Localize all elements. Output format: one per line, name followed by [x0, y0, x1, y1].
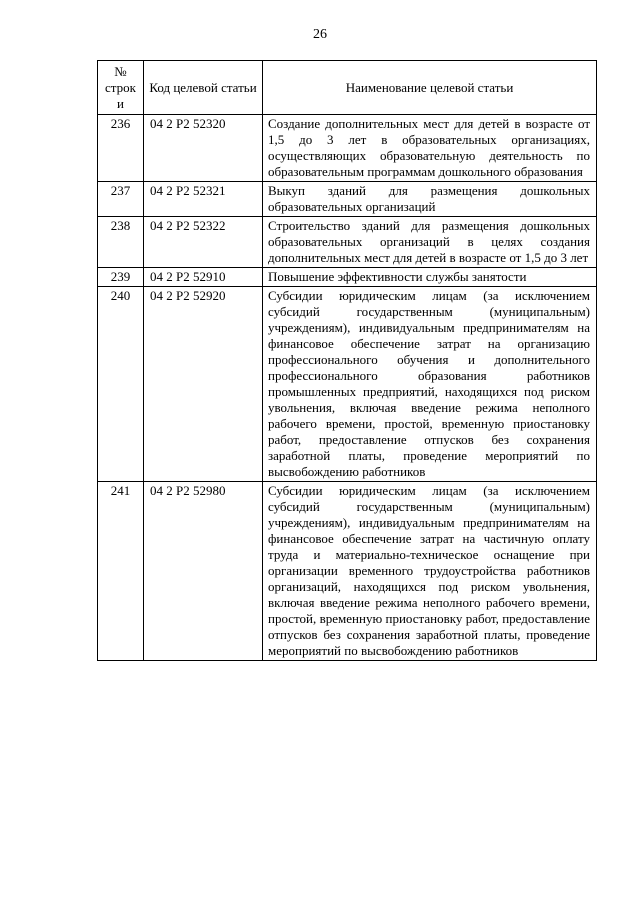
- row-number: 241: [98, 482, 144, 661]
- row-number: 236: [98, 115, 144, 182]
- header-code: Код целевой статьи: [144, 61, 263, 115]
- row-code: 04 2 Р2 52321: [144, 182, 263, 217]
- row-name: Строительство зданий для размещения дошкольных образовательных организаций в целях создания дополнительных мест для детей в возрасте от 1,5 до 3 лет: [263, 217, 597, 268]
- row-code: 04 2 Р2 52322: [144, 217, 263, 268]
- row-number: 240: [98, 287, 144, 482]
- row-name: Создание дополнительных мест для детей в возрасте от 1,5 до 3 лет в образовательных организациях, осуществляющих образовательную деятельность по образовательным программам дошкольного образования: [263, 115, 597, 182]
- row-name: Повышение эффективности службы занятости: [263, 268, 597, 287]
- row-name: Выкуп зданий для размещения дошкольных образовательных организаций: [263, 182, 597, 217]
- table-row: [98, 217, 597, 268]
- row-code: 04 2 Р2 52920: [144, 287, 263, 482]
- table-row: [98, 182, 597, 217]
- row-number: 239: [98, 268, 144, 287]
- row-name: Субсидии юридическим лицам (за исключением субсидий государственным (муниципальным) учреждениям), индивидуальным предпринимателям на финансовое обеспечение затрат на организацию профессионального обучения и дополнительного профессионального образования работников промышленных предприятий, находящихся под риском увольнения, включая введение режима неполного рабочего времени, простой, временную приостановку работ, предоставление отпусков без сохранения заработной платы, проведение мероприятий по высвобождению работников: [263, 287, 597, 482]
- row-number: 237: [98, 182, 144, 217]
- table-header: [98, 61, 597, 115]
- table-row: [98, 268, 597, 287]
- header-row-number: № строк и: [98, 61, 144, 115]
- row-code: 04 2 Р2 52910: [144, 268, 263, 287]
- header-row: [98, 61, 597, 115]
- table-row: [98, 287, 597, 482]
- row-number: 238: [98, 217, 144, 268]
- table-row: [98, 482, 597, 661]
- page-number: 26: [313, 27, 327, 42]
- header-name: Наименование целевой статьи: [263, 61, 597, 115]
- target-articles-table: [97, 60, 597, 661]
- row-name: Субсидии юридическим лицам (за исключением субсидий государственным (муниципальным) учреждениям), индивидуальным предпринимателям на финансовое обеспечение затрат на частичную оплату труда и материально-техническое оснащение при организации временного трудоустройства работников организаций, находящихся под риском увольнения, включая введение режима неполного рабочего времени, простой, временную приостановку работ, предоставление отпусков без сохранения заработной платы, проведение мероприятий по высвобождению работников: [263, 482, 597, 661]
- row-code: 04 2 Р2 52980: [144, 482, 263, 661]
- row-code: 04 2 Р2 52320: [144, 115, 263, 182]
- table-row: [98, 115, 597, 182]
